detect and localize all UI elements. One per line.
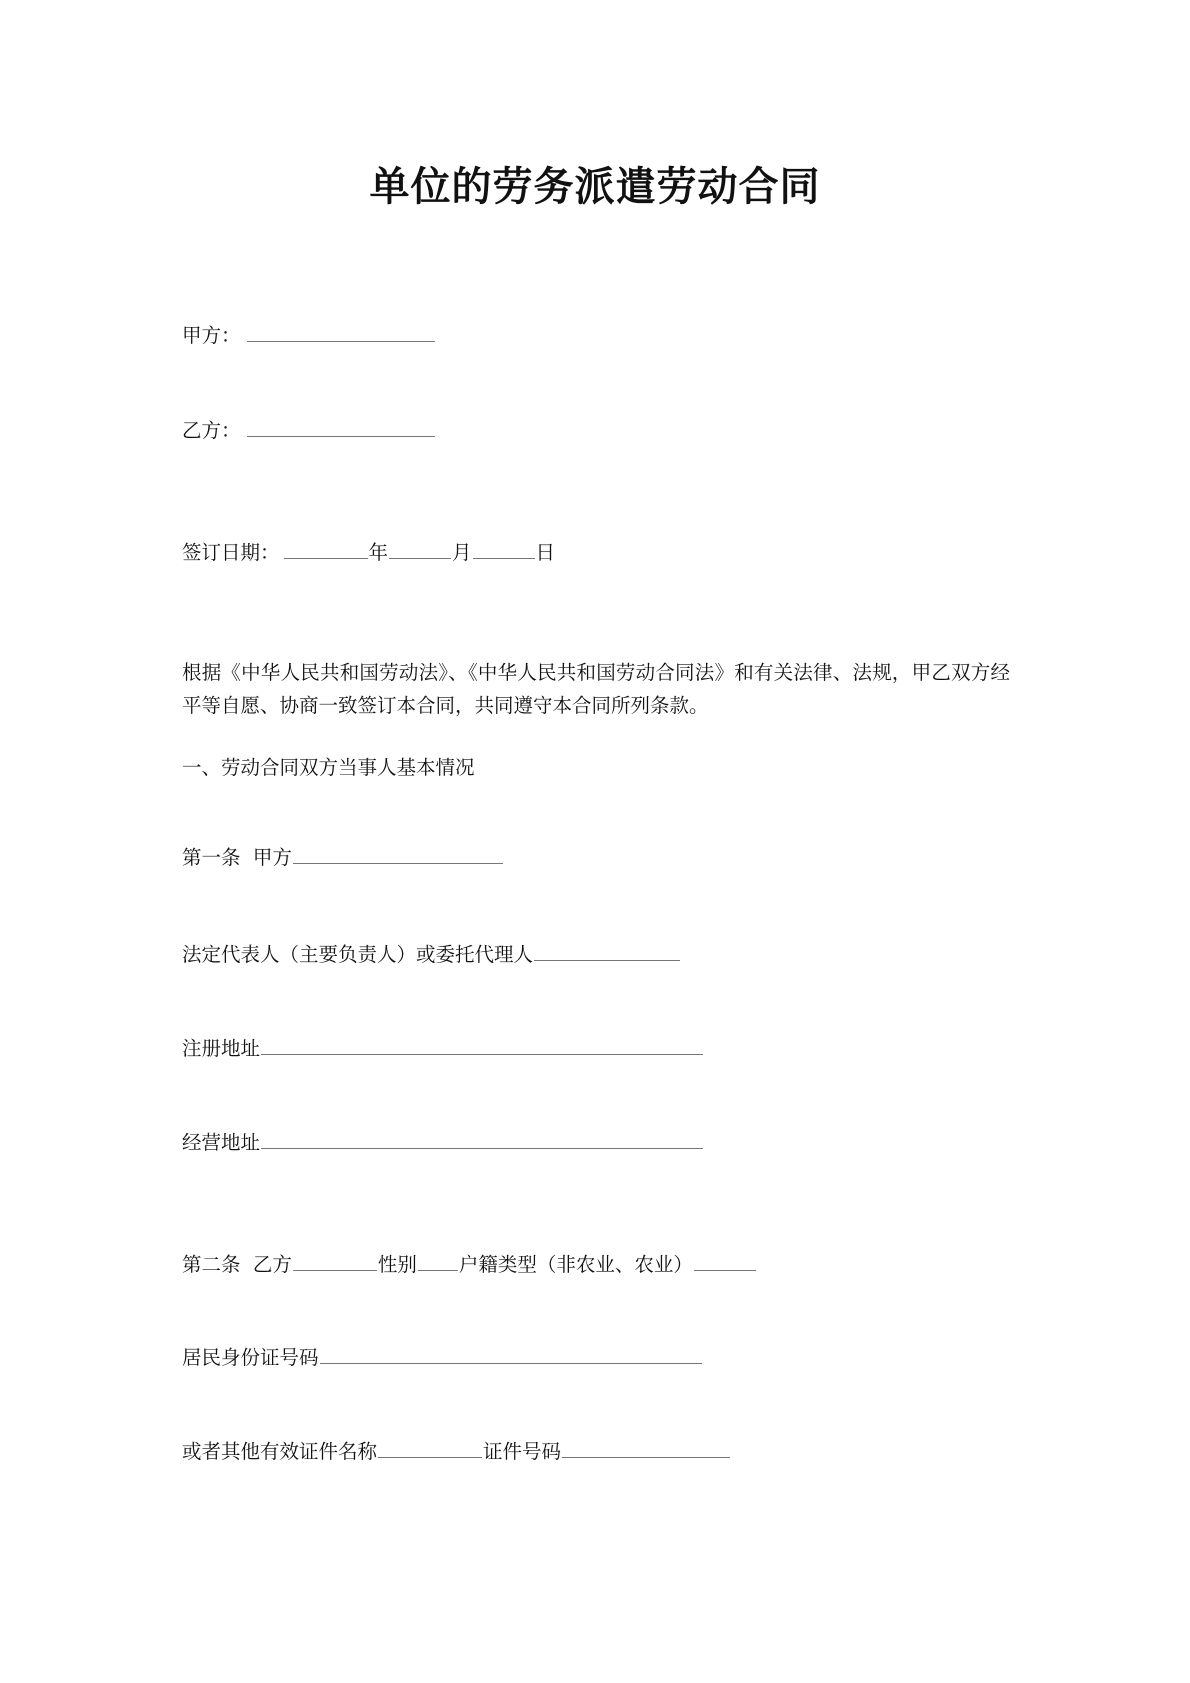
registered-address-label: 注册地址 bbox=[182, 1037, 261, 1060]
business-address-label: 经营地址 bbox=[182, 1131, 261, 1154]
sign-date-line bbox=[182, 540, 555, 566]
party-b-blank[interactable] bbox=[247, 418, 435, 437]
household-type-label: 户籍类型（非农业、农业） bbox=[458, 1253, 693, 1276]
registered-address-line bbox=[182, 1036, 704, 1062]
party-a-blank[interactable] bbox=[247, 323, 435, 342]
article-2-name-blank[interactable] bbox=[293, 1252, 377, 1271]
business-address-blank[interactable] bbox=[261, 1130, 703, 1149]
other-id-name-label: 或者其他有效证件名称 bbox=[182, 1440, 378, 1463]
article-1-label: 第一条 甲方 bbox=[182, 846, 292, 869]
id-number-line bbox=[182, 1345, 703, 1371]
other-id-number-label: 证件号码 bbox=[483, 1440, 562, 1463]
other-id-line bbox=[182, 1439, 731, 1465]
household-type-blank[interactable] bbox=[694, 1252, 756, 1271]
id-number-blank[interactable] bbox=[320, 1345, 702, 1364]
article-2-line bbox=[182, 1252, 757, 1278]
month-label: 月 bbox=[452, 541, 472, 564]
section-1-heading: 一、劳动合同双方当事人基本情况 bbox=[182, 756, 475, 779]
article-2-label: 第二条 乙方 bbox=[182, 1253, 292, 1276]
sign-date-label: 签订日期： bbox=[182, 541, 280, 564]
party-a-label: 甲方： bbox=[182, 324, 241, 347]
other-id-number-blank[interactable] bbox=[562, 1439, 730, 1458]
legal-rep-label: 法定代表人（主要负责人）或委托代理人 bbox=[182, 943, 534, 966]
id-number-label: 居民身份证号码 bbox=[182, 1346, 319, 1369]
other-id-name-blank[interactable] bbox=[378, 1439, 482, 1458]
registered-address-blank[interactable] bbox=[261, 1036, 703, 1055]
article-1-party-a-line bbox=[182, 845, 504, 871]
party-b-line bbox=[182, 418, 436, 444]
sign-day-blank[interactable] bbox=[473, 540, 535, 559]
article-1-party-a-blank[interactable] bbox=[293, 845, 503, 864]
business-address-line bbox=[182, 1130, 704, 1156]
legal-rep-line bbox=[182, 942, 681, 968]
gender-blank[interactable] bbox=[418, 1252, 458, 1271]
document-title: 单位的劳务派遣劳动合同 bbox=[369, 163, 821, 210]
gender-label: 性别 bbox=[377, 1253, 417, 1276]
sign-year-blank[interactable] bbox=[284, 540, 368, 559]
party-a-line bbox=[182, 323, 436, 349]
preamble-paragraph: 根据《中华人民共和国劳动法》、《中华人民共和国劳动合同法》和有关法律、法规，甲乙双方经平等自愿、协商一致签订本合同，共同遵守本合同所列条款。 bbox=[182, 661, 1010, 717]
sign-month-blank[interactable] bbox=[389, 540, 451, 559]
party-b-label: 乙方： bbox=[182, 419, 241, 442]
day-label: 日 bbox=[535, 541, 556, 564]
year-label: 年 bbox=[368, 541, 389, 564]
legal-rep-blank[interactable] bbox=[534, 942, 680, 961]
